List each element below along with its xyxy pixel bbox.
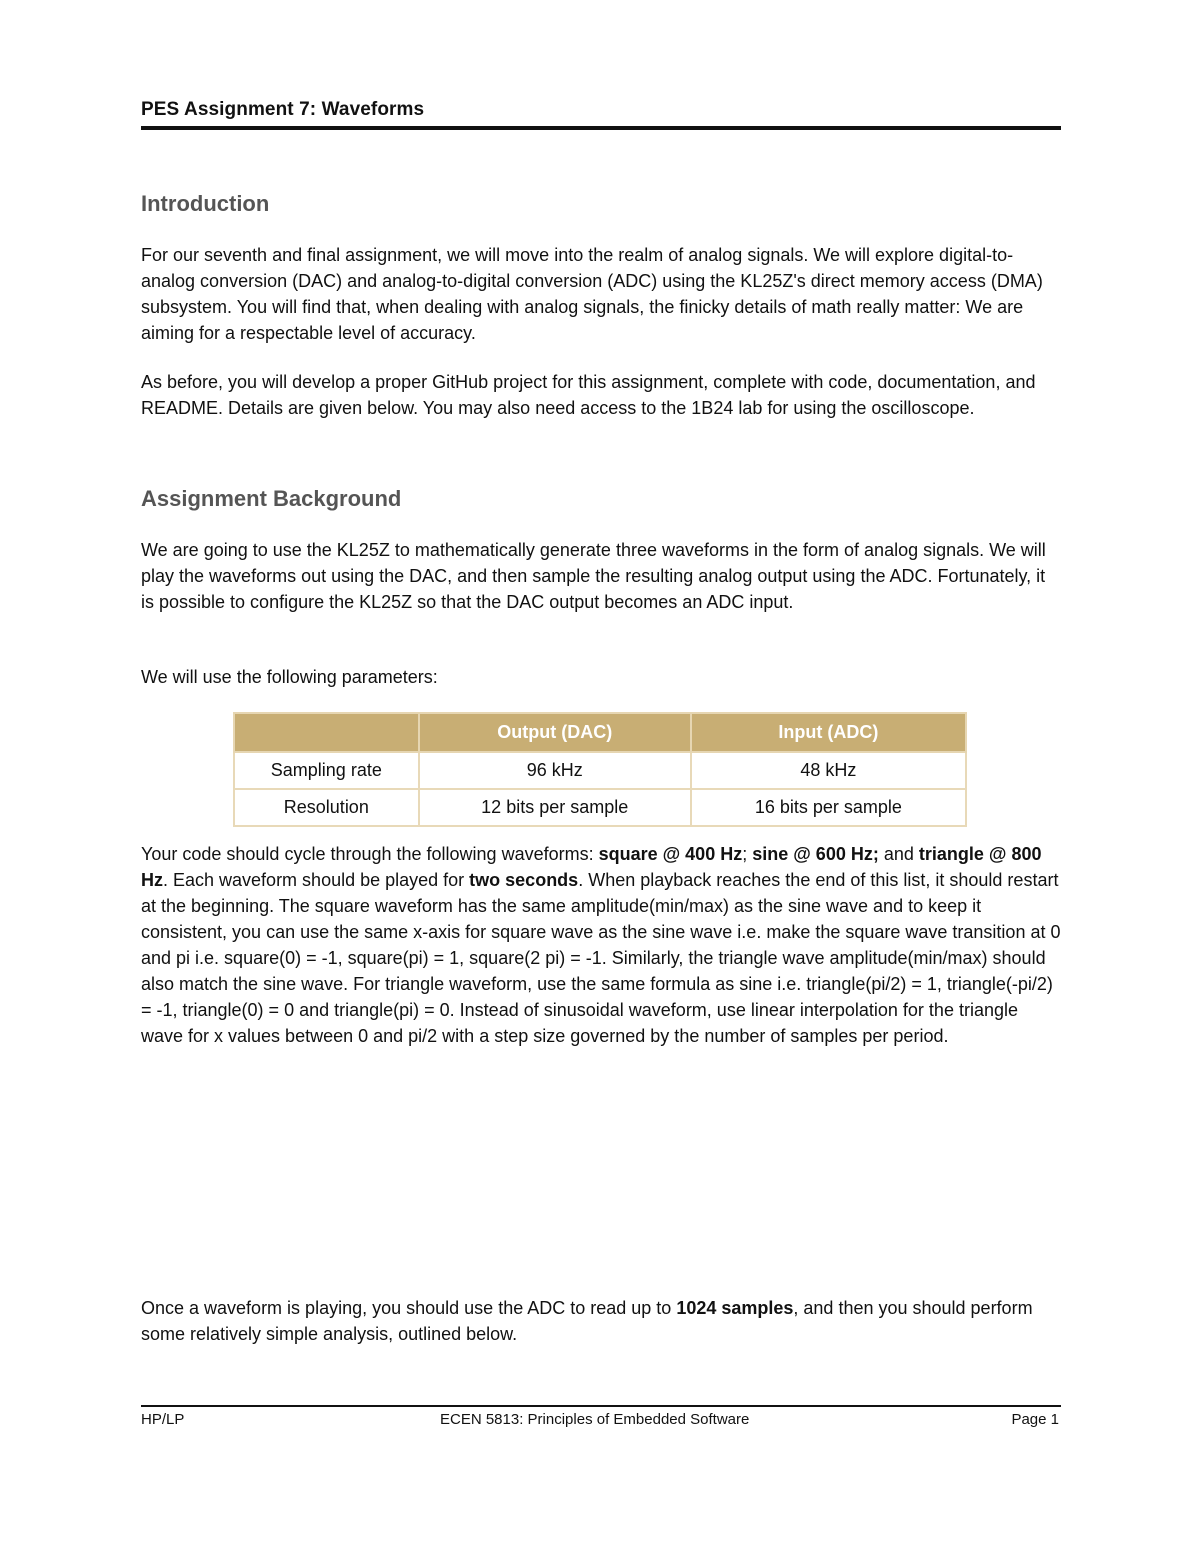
table-cell: Resolution bbox=[234, 789, 419, 826]
text-run: , and then you should perform some relatively simple analysis, outlined below. bbox=[141, 1298, 1033, 1344]
background-paragraph-4 bbox=[141, 1295, 1061, 1347]
table-cell: 96 kHz bbox=[419, 752, 691, 789]
document-title: PES Assignment 7: Waveforms bbox=[141, 99, 425, 120]
heading-assignment-background: Assignment Background bbox=[141, 486, 402, 511]
table-row bbox=[234, 752, 966, 789]
bold-run: triangle @ 800 Hz bbox=[141, 844, 1042, 890]
text-run: and bbox=[878, 844, 919, 864]
intro-paragraph-2: As before, you will develop a proper GitHub project for this assignment, complete with code, documentation, and README. Details are given below. You may also need access to the 1B24 lab for using the oscilloscope. bbox=[141, 372, 1036, 418]
footer-page-number: Page 1 bbox=[1011, 1411, 1059, 1428]
table-cell: Sampling rate bbox=[234, 752, 419, 789]
text-run: Once a waveform is playing, you should use the ADC to read up to bbox=[141, 1298, 677, 1318]
text-run: ; bbox=[742, 844, 753, 864]
table-header-cell bbox=[234, 713, 419, 752]
background-paragraph-3 bbox=[141, 841, 1061, 1049]
table-cell: 12 bits per sample bbox=[419, 789, 691, 826]
intro-paragraph-1: For our seventh and final assignment, we will move into the realm of analog signals. We will explore digital-to-analog conversion (DAC) and analog-to-digital conversion (ADC) using the KL25Z's direct memory access (DMA) subsystem. You will find that, when dealing with analog signals, the finicky details of math really matter: We are aiming for a respectable level of accuracy. bbox=[141, 245, 1043, 343]
bold-run: two seconds bbox=[469, 870, 579, 890]
bold-run: 1024 samples bbox=[676, 1298, 794, 1318]
header-divider bbox=[141, 126, 1061, 130]
table-header-cell: Input (ADC) bbox=[691, 713, 966, 752]
heading-introduction: Introduction bbox=[141, 191, 270, 216]
bold-run: square @ 400 Hz bbox=[598, 844, 743, 864]
background-paragraph-1: We are going to use the KL25Z to mathematically generate three waveforms in the form of analog signals. We will play the waveforms out using the DAC, and then sample the resulting analog output using the ADC. Fortunately, it is possible to configure the KL25Z so that the DAC output becomes an ADC input. bbox=[141, 540, 1046, 612]
text-run: . Each waveform should be played for bbox=[163, 870, 470, 890]
table-row bbox=[234, 789, 966, 826]
table-header-cell: Output (DAC) bbox=[419, 713, 691, 752]
footer-authors: HP/LP bbox=[141, 1411, 185, 1428]
table-cell: 48 kHz bbox=[691, 752, 966, 789]
footer-divider bbox=[141, 1405, 1061, 1407]
bold-run: sine @ 600 Hz; bbox=[752, 844, 879, 864]
text-run: . When playback reaches the end of this list, it should restart at the beginning. The square waveform has the same amplitude(min/max) as the sine wave and to keep it consistent, you can use the same x-axis for square wave as the sine wave i.e. make the square wave transition at 0 and pi i.e. square(0) = -1, square(pi) = 1, square(2 pi) = -1. Similarly, the triangle wave amplitude(min/max) should also match the sine wave. For triangle waveform, use the same formula as sine i.e. triangle(pi/2) = 1, triangle(-pi/2) = -1, triangle(0) = 0 and triangle(pi) = 0. Instead of sinusoidal waveform, use linear interpolation for the triangle wave for x values between 0 and pi/2 with a step size governed by the number of samples per period. bbox=[141, 870, 1061, 1046]
table-header-row bbox=[234, 713, 966, 752]
parameters-table bbox=[233, 712, 967, 827]
background-paragraph-2: We will use the following parameters: bbox=[141, 667, 438, 687]
footer-course: ECEN 5813: Principles of Embedded Software bbox=[440, 1411, 750, 1428]
text-run: Your code should cycle through the following waveforms: bbox=[141, 844, 599, 864]
table-cell: 16 bits per sample bbox=[691, 789, 966, 826]
